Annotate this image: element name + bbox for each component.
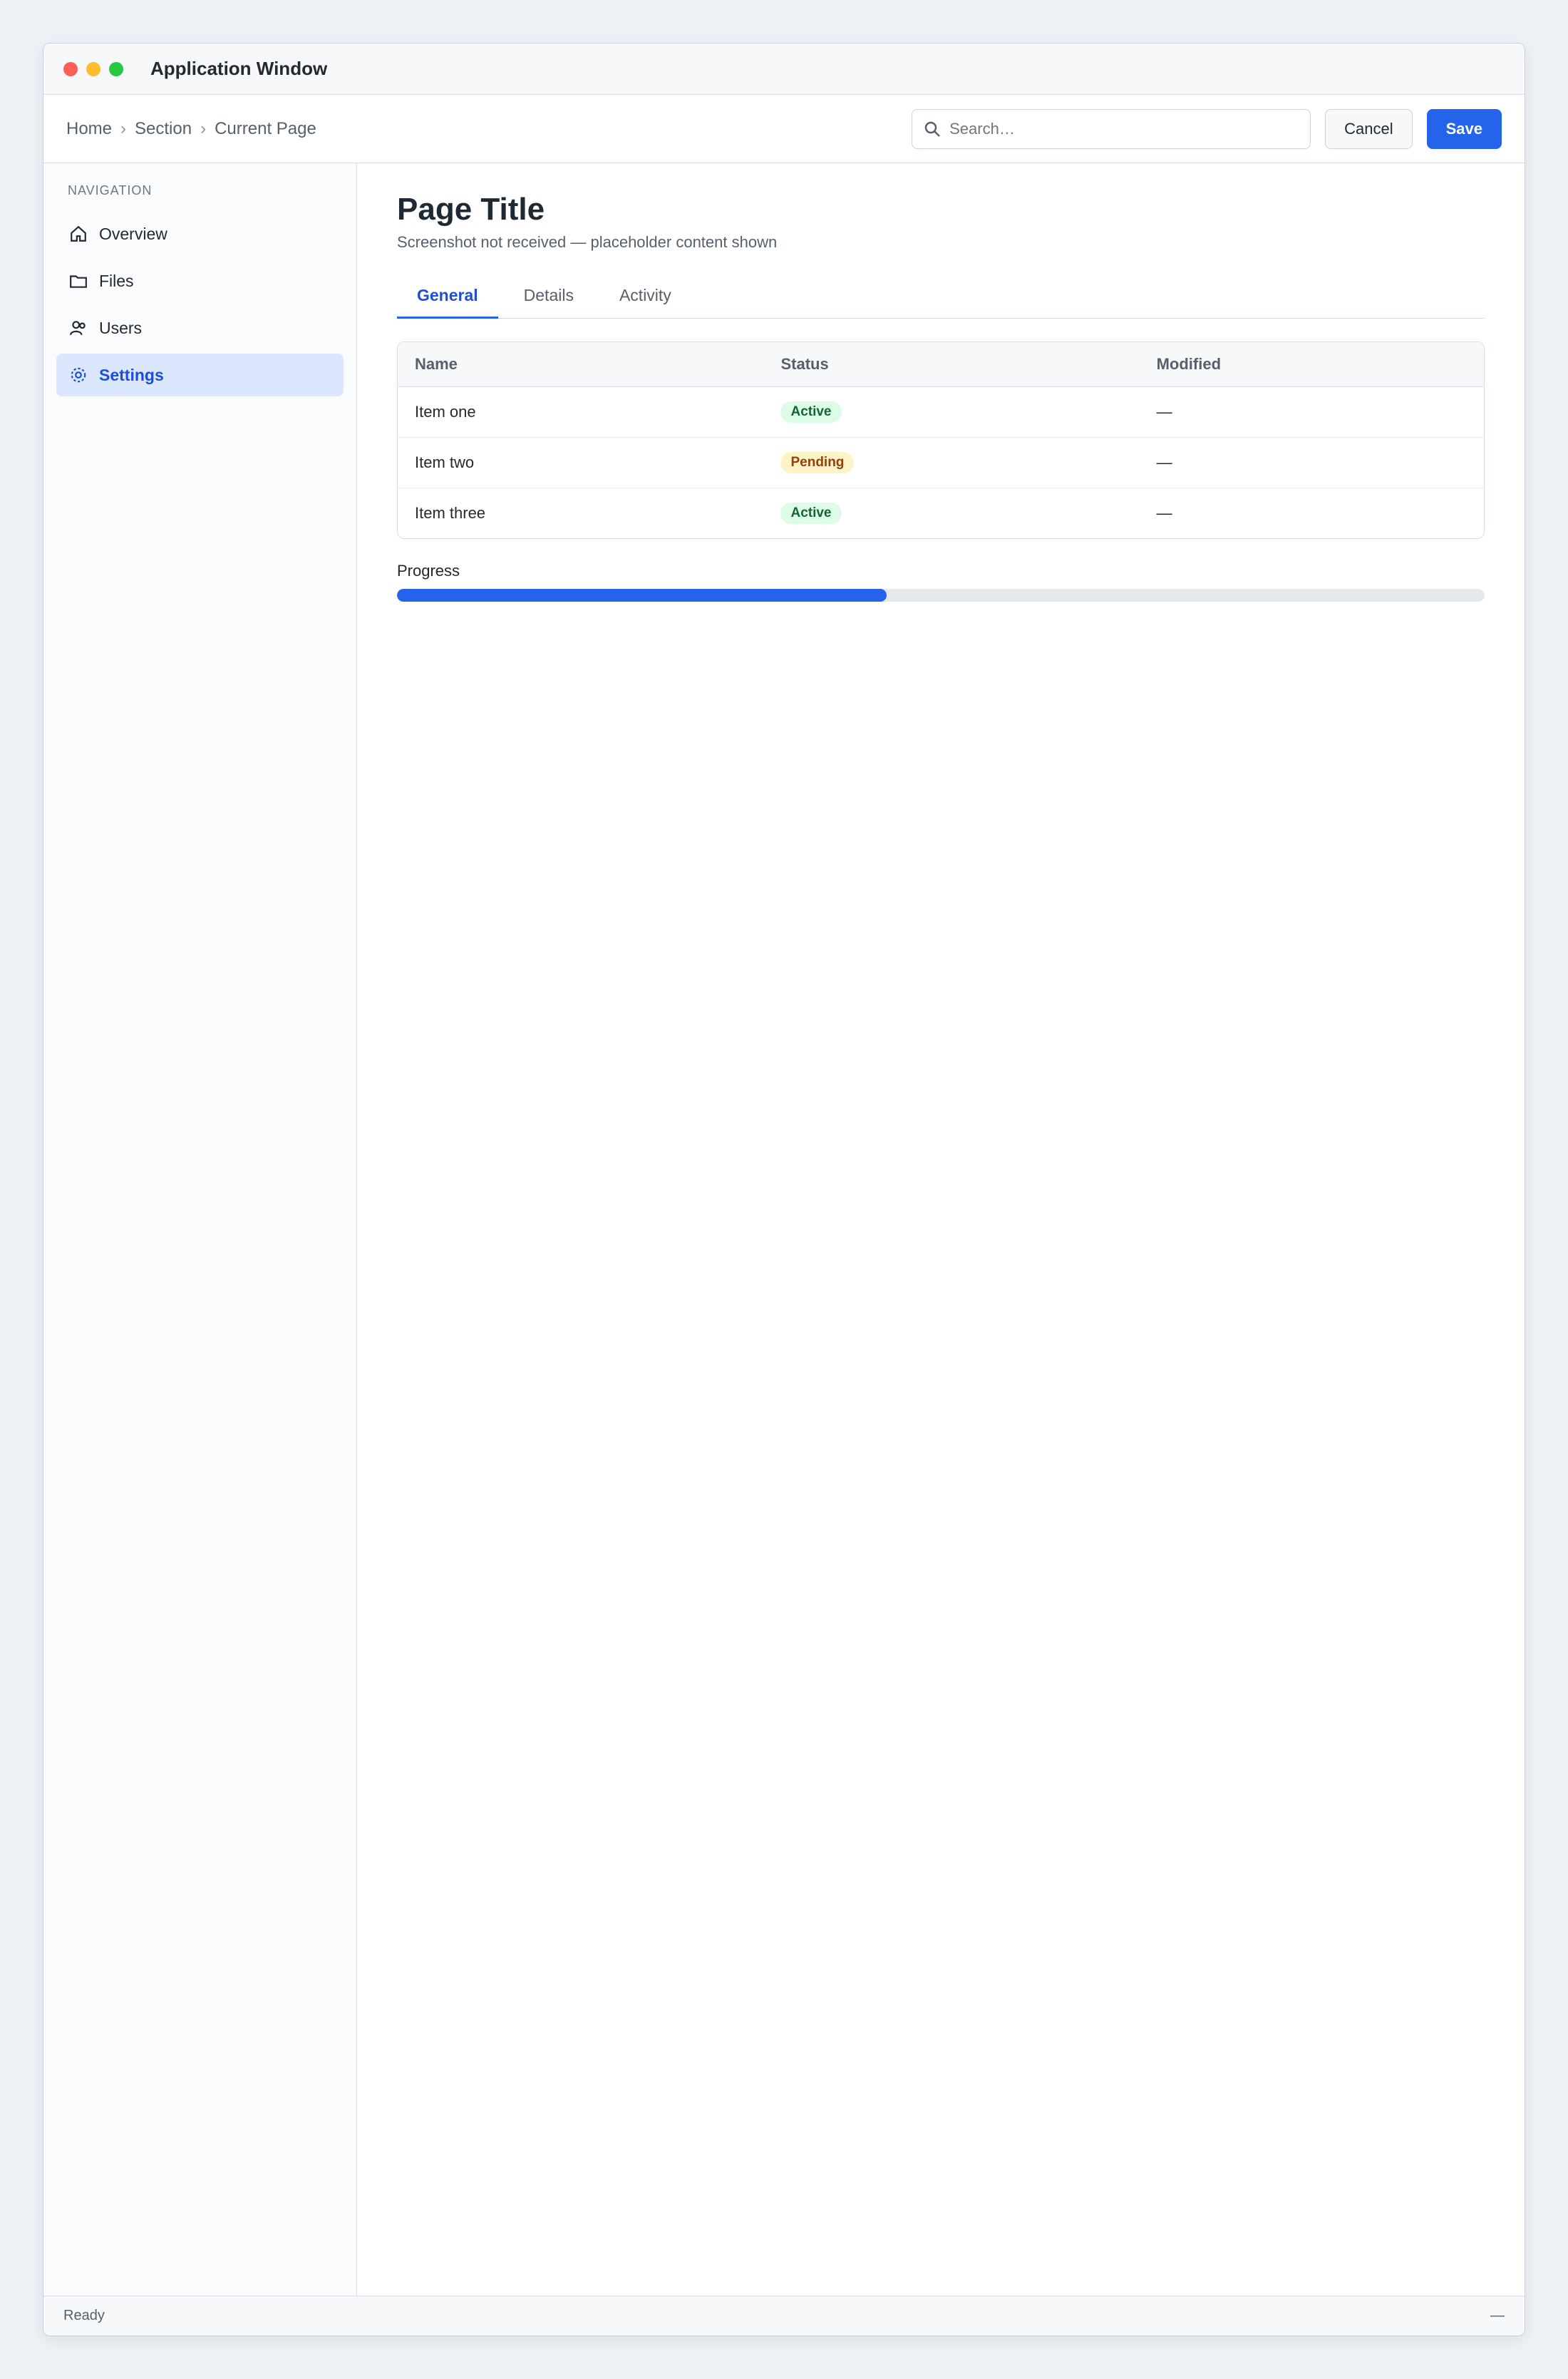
sidebar-item-label: Settings (99, 365, 164, 384)
table-header-row (398, 342, 1484, 387)
sidebar-heading: NAVIGATION (68, 183, 153, 197)
progress-fill (397, 589, 887, 602)
status-badge: Pending (780, 452, 854, 473)
data-table-card (397, 341, 1485, 539)
breadcrumb-item[interactable]: Section (135, 118, 192, 138)
table-row[interactable] (398, 488, 1484, 539)
home-icon (69, 225, 88, 243)
toolbar (43, 95, 1525, 163)
progress-label: Progress (397, 562, 460, 580)
breadcrumb (66, 119, 897, 139)
sidebar-item-label: Overview (99, 224, 167, 243)
cell-status (763, 387, 1139, 438)
breadcrumb-current: Current Page (215, 118, 316, 138)
column-header[interactable]: Name (398, 342, 763, 387)
gear-icon (69, 366, 88, 384)
sidebar-item-label: Files (99, 271, 134, 290)
cell-status (763, 488, 1139, 539)
main-panel (357, 163, 1525, 2296)
sidebar-item-files[interactable] (56, 260, 344, 302)
users-icon (69, 319, 88, 337)
cell-name: Item three (415, 504, 486, 522)
folder-icon (69, 272, 88, 290)
sidebar-item-overview[interactable] (56, 212, 344, 255)
cell-name: Item one (398, 387, 763, 438)
sidebar (43, 163, 357, 2296)
title-bar (43, 43, 1525, 95)
window-controls (63, 62, 123, 76)
app-window (43, 43, 1525, 2336)
maximize-window-button[interactable] (109, 62, 123, 76)
cell-modified: — (1140, 438, 1484, 488)
data-table (398, 342, 1484, 538)
cancel-button[interactable]: Cancel (1325, 109, 1412, 149)
table-row[interactable] (398, 438, 1484, 488)
sidebar-item-label: Users (99, 318, 143, 337)
minimize-window-button[interactable] (86, 62, 100, 76)
sidebar-item-settings[interactable] (56, 354, 344, 396)
cell-modified: — (1156, 504, 1172, 522)
search-input[interactable] (949, 120, 1299, 138)
app-title: Application Window (150, 58, 328, 79)
cell-modified: — (1140, 387, 1484, 438)
content-area (43, 163, 1525, 2296)
column-header[interactable]: Status (763, 342, 1139, 387)
progress-section (397, 562, 1485, 602)
status-text: Ready (63, 2308, 105, 2323)
cell-status (763, 438, 1139, 488)
tab-general[interactable]: General (397, 274, 498, 319)
column-header[interactable]: Modified (1140, 342, 1484, 387)
breadcrumb-separator-icon: › (120, 118, 127, 138)
search-box[interactable] (912, 109, 1311, 149)
breadcrumb-item[interactable]: Home (66, 118, 113, 138)
status-bar (43, 2296, 1525, 2336)
cell-name: Item two (398, 438, 763, 488)
tab-bar (397, 274, 1485, 319)
sidebar-item-users[interactable] (56, 307, 344, 349)
page-title: Page Title (397, 192, 545, 227)
status-badge: Active (780, 401, 841, 423)
close-window-button[interactable] (63, 62, 78, 76)
search-icon (924, 120, 941, 138)
progress-bar (397, 589, 1485, 602)
status-badge: Active (780, 503, 841, 524)
tab-details[interactable]: Details (523, 286, 574, 304)
page-header (397, 192, 1485, 252)
tab-activity[interactable]: Activity (619, 286, 671, 304)
status-info: — (1490, 2308, 1505, 2323)
page-subtitle: Screenshot not received — placeholder content shown (397, 233, 778, 251)
save-button[interactable]: Save (1427, 109, 1502, 149)
breadcrumb-separator-icon: › (200, 118, 207, 138)
table-row[interactable] (398, 387, 1484, 438)
